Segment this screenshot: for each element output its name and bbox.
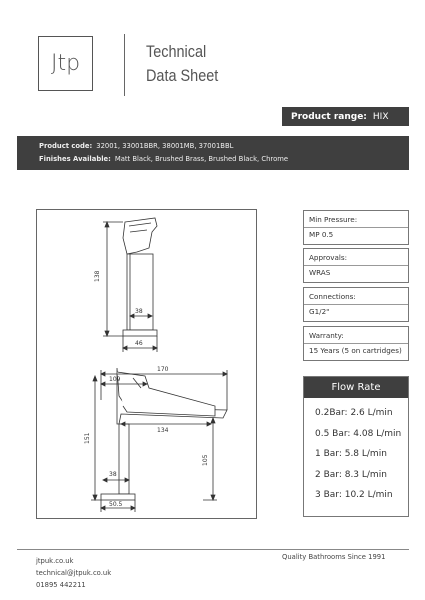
product-range-label: Product range: <box>291 111 367 122</box>
product-code-label: Product code: <box>39 142 93 150</box>
spec-value: MP 0.5 <box>309 230 334 239</box>
product-code-row <box>39 140 409 153</box>
dim-front-foot: 50.5 <box>109 501 123 508</box>
spec-label: Min Pressure: <box>304 213 408 228</box>
flow-rate-title: Flow Rate <box>304 377 408 398</box>
dim-front-height: 151 <box>84 432 91 444</box>
dim-side-base: 38 <box>135 308 143 315</box>
spec-label: Approvals: <box>304 251 408 266</box>
brand-logo <box>38 36 93 91</box>
spec-approvals <box>303 248 409 283</box>
header-divider <box>124 34 125 96</box>
footer-contact <box>36 555 111 591</box>
footer-tagline: Quality Bathrooms Since 1991 <box>282 553 386 561</box>
dim-front-spout: 109 <box>109 376 121 383</box>
finishes-row <box>39 153 409 166</box>
footer-divider <box>17 549 409 550</box>
side-view <box>94 218 157 352</box>
footer-email-link[interactable]: technical@jtpuk.co.uk <box>36 569 112 577</box>
dim-front-outlet-height: 105 <box>202 454 209 466</box>
spec-value: 15 Years (5 on cartridges) <box>309 346 402 355</box>
spec-min-pressure <box>303 210 409 245</box>
document-title <box>146 40 218 88</box>
spec-connections <box>303 287 409 322</box>
dim-front-total: 170 <box>157 366 169 373</box>
spec-warranty <box>303 326 409 361</box>
title-line-1: Technical <box>146 42 207 61</box>
product-range-bar <box>282 107 409 126</box>
flow-rate-panel <box>303 376 409 517</box>
flow-rate-row: 1 Bar: 5.8 L/min <box>315 449 387 459</box>
spec-value: WRAS <box>309 268 331 277</box>
technical-drawing <box>37 210 256 518</box>
finishes-label: Finishes Available: <box>39 155 111 163</box>
flow-rate-list <box>304 398 408 506</box>
dim-side-height: 138 <box>94 270 101 282</box>
dim-front-reach: 134 <box>157 427 169 434</box>
spec-label: Connections: <box>304 290 408 305</box>
product-info-bar <box>17 136 409 170</box>
flow-rate-row: 2 Bar: 8.3 L/min <box>315 469 387 480</box>
technical-drawing-frame <box>36 209 257 519</box>
flow-rate-row: 0.2Bar: 2.6 L/min <box>315 408 393 418</box>
dim-side-width: 46 <box>135 340 143 347</box>
logo-text: Jtp <box>50 51 81 76</box>
footer-phone: 01895 442211 <box>36 581 86 589</box>
flow-rate-row: 0.5 Bar: 4.08 L/min <box>315 428 402 439</box>
front-view <box>84 366 227 512</box>
title-line-2: Data Sheet <box>146 66 219 85</box>
product-range-value: HIX <box>372 111 389 122</box>
spec-value: G1/2" <box>309 307 330 316</box>
footer-website-link[interactable]: jtpuk.co.uk <box>36 557 74 565</box>
product-code-value: 32001, 33001BBR, 38001MB, 37001BBL <box>96 142 234 150</box>
finishes-value: Matt Black, Brushed Brass, Brushed Black, Chrome <box>114 155 289 163</box>
spec-label: Warranty: <box>304 329 408 344</box>
dim-front-base: 38 <box>109 471 117 478</box>
flow-rate-row: 3 Bar: 10.2 L/min <box>315 490 393 500</box>
